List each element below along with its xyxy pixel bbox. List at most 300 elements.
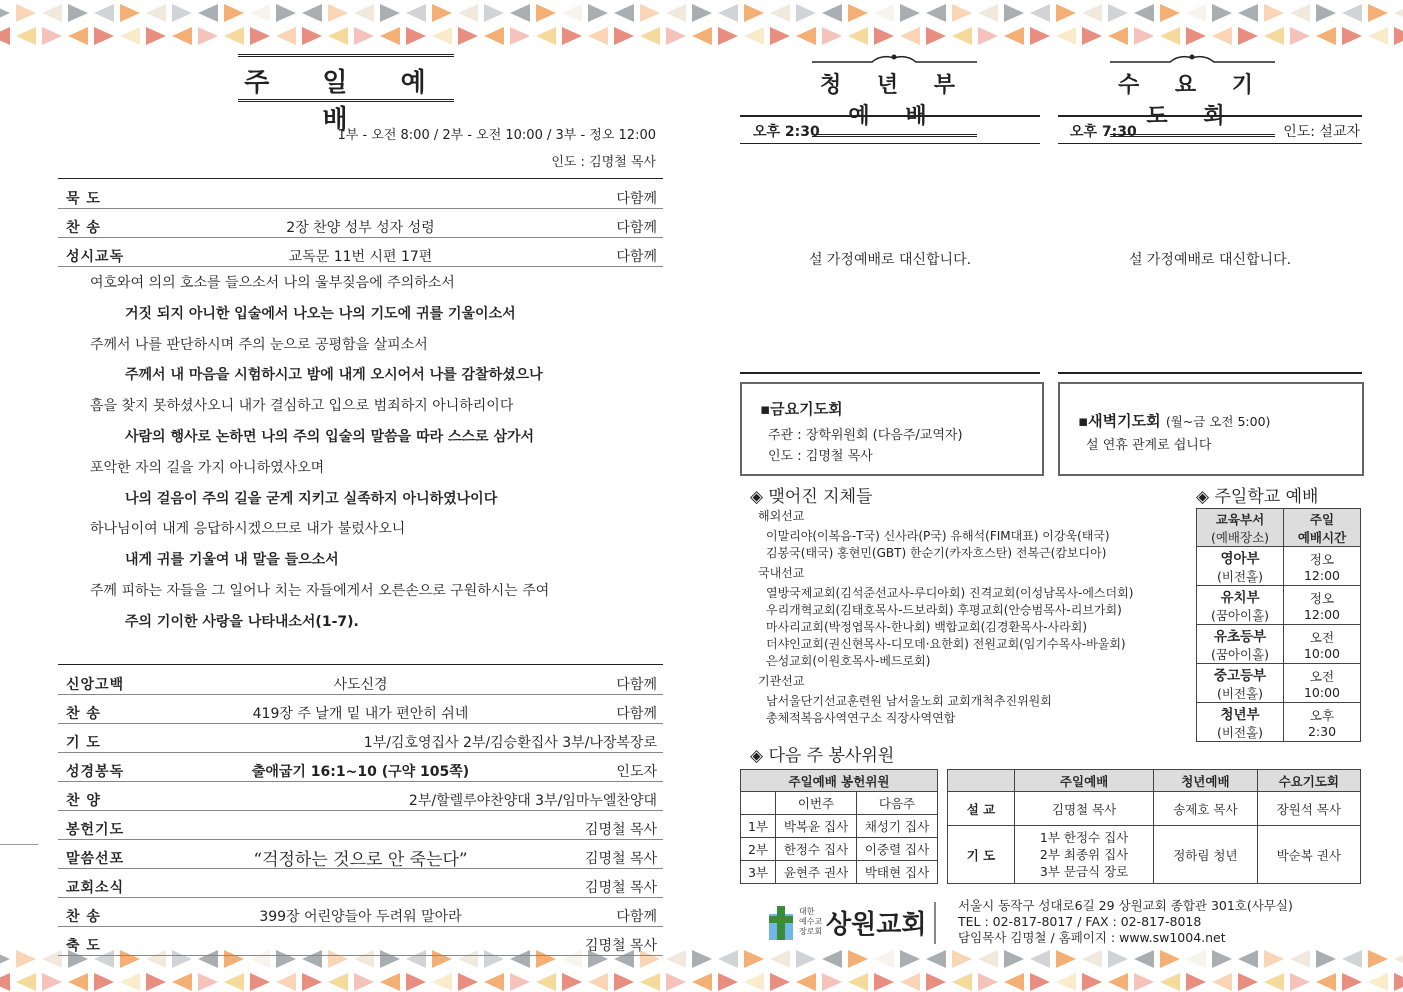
mission-line: 김봉국(태국) 홍현민(GBT) 한순기(카자흐스탄) 전복근(캄보디아): [766, 546, 1107, 560]
school-row: [1197, 664, 1361, 703]
litany-line: 사람의 행사로 논하면 나의 주의 입술의 말씀을 따라 스스로 삼가서: [125, 429, 535, 445]
triangle-ornament: [16, 950, 36, 968]
youth-rule-end: [740, 372, 1040, 374]
triangle-ornament: [458, 973, 478, 991]
triangle-ornament: [822, 973, 842, 991]
offering-col-this: 이번주: [776, 792, 857, 815]
triangle-ornament: [926, 950, 946, 968]
triangle-ornament: [926, 4, 946, 22]
triangle-ornament: [952, 973, 972, 991]
triangle-ornament: [354, 973, 374, 991]
triangle-ornament: [1290, 4, 1310, 22]
order-row: [58, 927, 663, 956]
triangle-ornament: [146, 27, 166, 45]
school-time: 오전 10:00: [1284, 625, 1361, 664]
triangle-ornament: [1316, 4, 1336, 22]
triangle-ornament: [614, 4, 634, 22]
order-label: 말씀선포: [66, 851, 125, 867]
triangle-ornament: [1316, 973, 1336, 991]
order-content: 399장 어린양들아 두려워 말아라: [259, 909, 462, 925]
triangle-ornament: [1238, 950, 1258, 968]
order-row: [58, 753, 663, 782]
triangle-ornament: [42, 973, 62, 991]
wed-rule-end: [1058, 372, 1362, 374]
offering-cell: 2부: [741, 838, 776, 861]
sermon-label: 설 교: [948, 792, 1015, 826]
triangle-ornament: [1290, 27, 1310, 45]
triangle-ornament: [1030, 973, 1050, 991]
offering-cell: 3부: [741, 861, 776, 884]
triangle-ornament: [224, 27, 244, 45]
school-time: 정오 12:00: [1284, 586, 1361, 625]
order-label: 찬 송: [66, 706, 101, 722]
order-performer: 다함께: [616, 220, 657, 236]
triangle-ornament: [276, 27, 296, 45]
triangle-ornament: [458, 27, 478, 45]
school-time: 오전 10:00: [1284, 664, 1361, 703]
preach-col-sun: 주일예배: [1015, 770, 1154, 792]
triangle-ornament: [224, 973, 244, 991]
triangle-ornament: [1160, 27, 1180, 45]
triangle-ornament: [848, 950, 868, 968]
prayer-wed: 박순복 권사: [1257, 826, 1360, 884]
top-pattern-band: [0, 0, 1403, 46]
litany-line: 주의 기이한 사랑을 나타내소서(1-7).: [125, 613, 359, 630]
youth-time: 오후 2:30: [753, 124, 820, 140]
order-content: 사도신경: [333, 677, 388, 693]
order-label: 성시교독: [66, 249, 125, 265]
triangle-ornament: [770, 27, 790, 45]
triangle-ornament: [94, 27, 114, 45]
youth-notice: 설 가정예배로 대신합니다.: [808, 252, 972, 268]
triangle-ornament: [926, 973, 946, 991]
offering-cell: 1부: [741, 815, 776, 838]
triangle-ornament: [1186, 950, 1206, 968]
triangle-ornament: [952, 27, 972, 45]
triangle-ornament: [978, 973, 998, 991]
order-row: [58, 209, 663, 238]
triangle-ornament: [302, 27, 322, 45]
triangle-ornament: [94, 973, 114, 991]
litany-line: 포악한 자의 길을 가지 아니하였사오며: [90, 459, 325, 476]
triangle-ornament: [224, 4, 244, 22]
triangle-ornament: [1238, 4, 1258, 22]
triangle-ornament: [16, 973, 36, 991]
triangle-ornament: [874, 4, 894, 22]
triangle-ornament: [484, 27, 504, 45]
triangle-ornament: [1030, 4, 1050, 22]
mission-line: 우리개혁교회(김태호목사-드보라회) 후평교회(안승범목사-리브가회): [766, 603, 1122, 617]
triangle-ornament: [1134, 4, 1154, 22]
dawn-note: 설 연휴 관계로 쉽니다: [1086, 438, 1212, 453]
triangle-ornament: [16, 4, 36, 22]
title-bottom-rule: [238, 99, 454, 102]
triangle-ornament: [380, 27, 400, 45]
ornament-icon: [812, 52, 977, 64]
triangle-ornament: [770, 950, 790, 968]
school-col-dept: 교육부서 (예배장소): [1197, 509, 1284, 547]
school-table: [1196, 508, 1361, 742]
prayer-youth: 정하림 청년: [1154, 826, 1257, 884]
triangle-ornament: [380, 973, 400, 991]
triangle-ornament: [1004, 27, 1024, 45]
triangle-ornament: [1394, 973, 1403, 991]
triangle-ornament: [588, 973, 608, 991]
triangle-ornament: [588, 4, 608, 22]
mission-group-title: 해외선교: [758, 509, 805, 523]
triangle-ornament: [484, 4, 504, 22]
triangle-ornament: [640, 27, 660, 45]
triangle-ornament: [718, 950, 738, 968]
triangle-ornament: [952, 4, 972, 22]
triangle-ornament: [458, 4, 478, 22]
triangle-ornament: [874, 27, 894, 45]
triangle-ornament: [1108, 950, 1128, 968]
order-label: 찬 송: [66, 909, 101, 925]
triangle-ornament: [354, 27, 374, 45]
triangle-ornament: [536, 4, 556, 22]
mission-line: 이말리야(이복음-T국) 신사라(P국) 유해석(FIM대표) 이강욱(태국): [766, 529, 1110, 543]
triangle-ornament: [432, 27, 452, 45]
order-content: 2장 찬양 성부 성자 성령: [286, 220, 435, 236]
triangle-ornament: [1316, 950, 1336, 968]
triangle-ornament: [1368, 950, 1388, 968]
church-tel: TEL : 02-817-8017 / FAX : 02-817-8018: [958, 914, 1202, 929]
litany-line: 거짓 되지 아니한 입술에서 나오는 나의 기도에 귀를 기울이소서: [125, 305, 516, 322]
church-cross-logo: [766, 904, 796, 942]
missions-head: ◈ 맺어진 지체들: [750, 487, 873, 507]
triangle-ornament: [172, 27, 192, 45]
order-label: 찬 양: [66, 793, 101, 809]
school-head: ◈ 주일학교 예배: [1196, 487, 1319, 507]
order-label: 봉헌기도: [66, 822, 125, 838]
triangle-ornament: [432, 4, 452, 22]
friday-title: 금요기도회: [770, 400, 843, 418]
order-row: [58, 666, 663, 695]
triangle-ornament: [666, 973, 686, 991]
triangle-ornament: [1264, 950, 1284, 968]
triangle-ornament: [1056, 27, 1076, 45]
triangle-ornament: [1056, 4, 1076, 22]
triangle-ornament: [1004, 4, 1024, 22]
triangle-ornament: [276, 973, 296, 991]
triangle-ornament: [172, 4, 192, 22]
triangle-ornament: [250, 27, 270, 45]
offering-col-next: 다음주: [857, 792, 938, 815]
triangle-ornament: [1160, 950, 1180, 968]
triangle-ornament: [822, 950, 842, 968]
triangle-ornament: [848, 973, 868, 991]
triangle-ornament: [1030, 950, 1050, 968]
triangle-ornament: [1186, 973, 1206, 991]
triangle-ornament: [744, 950, 764, 968]
school-time: 오후 2:30: [1284, 703, 1361, 742]
order-row: [58, 180, 663, 209]
order-label: 축 도: [66, 938, 101, 954]
triangle-ornament: [1342, 27, 1362, 45]
triangle-ornament: [1108, 27, 1128, 45]
order-performer: 김명철 목사: [584, 938, 657, 954]
triangle-ornament: [796, 27, 816, 45]
wed-title-text: 수 요 기 도 회: [1117, 73, 1268, 129]
church-address: 서울시 동작구 성대로6길 29 상원교회 종합관 301호(사무실): [958, 898, 1293, 913]
triangle-ornament: [1342, 973, 1362, 991]
triangle-ornament: [380, 4, 400, 22]
servants-head: ◈ 다음 주 봉사위원: [750, 746, 895, 766]
dawn-box: [1058, 382, 1364, 476]
mission-line: 남서울단기선교훈련원 남서울노회 교회개척추진위원회: [766, 694, 1052, 708]
footer-divider: [934, 902, 936, 944]
triangle-ornament: [926, 27, 946, 45]
triangle-ornament: [614, 27, 634, 45]
dawn-time: (월~금 오전 5:00): [1165, 414, 1271, 429]
sermon-wed: 장원석 목사: [1257, 792, 1360, 826]
triangle-ornament: [718, 27, 738, 45]
triangle-ornament: [198, 27, 218, 45]
offering-row: [741, 861, 938, 884]
triangle-ornament: [1264, 27, 1284, 45]
triangle-ornament: [848, 27, 868, 45]
order-performer: 인도자: [616, 764, 657, 780]
order-content: 출애굽기 16:1~10 (구약 105쪽): [251, 764, 470, 780]
triangle-ornament: [172, 973, 192, 991]
triangle-ornament: [302, 973, 322, 991]
order-performer: 다함께: [616, 249, 657, 265]
school-time: 정오 12:00: [1284, 547, 1361, 586]
order-top-rule: [58, 178, 663, 179]
triangle-ornament: [692, 950, 712, 968]
triangle-ornament: [1394, 4, 1403, 22]
offering-cell: 박태현 집사: [857, 861, 938, 884]
ornament-icon: [1110, 52, 1275, 64]
order-performer: 다함께: [616, 909, 657, 925]
offering-table: [740, 769, 938, 884]
offering-row: [741, 815, 938, 838]
triangle-ornament: [900, 950, 920, 968]
sermon-youth: 송제호 목사: [1154, 792, 1257, 826]
church-pastor: 담임목사 김명철 / 홈페이지 : www.sw1004.net: [958, 930, 1226, 945]
order-row: [58, 724, 663, 753]
friday-leader: 인도 : 김명철 목사: [768, 449, 873, 464]
order-label: 기 도: [66, 735, 101, 751]
triangle-ornament: [406, 4, 426, 22]
triangle-ornament: [1394, 950, 1403, 968]
triangle-ornament: [978, 950, 998, 968]
offering-cell: 채성기 집사: [857, 815, 938, 838]
school-dept: 영아부 (비전홀): [1197, 547, 1284, 586]
triangle-ornament: [744, 27, 764, 45]
order-performer: 2부/할렐루야찬양대 3부/임마누엘찬양대: [408, 793, 657, 809]
triangle-ornament: [16, 27, 36, 45]
triangle-ornament: [250, 4, 270, 22]
triangle-ornament: [692, 27, 712, 45]
order-performer: 다함께: [616, 191, 657, 207]
litany-line: 주께 피하는 자들을 그 일어나 치는 자들에게서 오른손으로 구원하시는 주여: [90, 583, 550, 599]
triangle-ornament: [796, 950, 816, 968]
school-dept: 중고등부 (비전홀): [1197, 664, 1284, 703]
triangle-ornament: [510, 27, 530, 45]
triangle-ornament: [796, 4, 816, 22]
order-label: 신앙고백: [66, 677, 125, 693]
mission-line: 열방국제교회(김석준선교사-루디아회) 진격교회(이성남목사-에스더회): [766, 586, 1134, 600]
triangle-ornament: [406, 27, 426, 45]
triangle-ornament: [1368, 973, 1388, 991]
triangle-ornament: [1030, 27, 1050, 45]
wed-time: 오후 7:30: [1070, 124, 1137, 140]
mission-line: 더샤인교회(권신현목사-디모데·요한회) 전원교회(임기수목사-바울회): [766, 637, 1126, 651]
school-row: [1197, 625, 1361, 664]
triangle-ornament: [1238, 27, 1258, 45]
triangle-ornament: [120, 973, 140, 991]
triangle-ornament: [1056, 973, 1076, 991]
friday-box: [740, 382, 1044, 476]
order-row: [58, 811, 663, 840]
triangle-ornament: [770, 4, 790, 22]
triangle-ornament: [484, 973, 504, 991]
square-bullet-icon: ▪: [1078, 412, 1089, 430]
litany-line: 주께서 내 마음을 시험하시고 밤에 내게 오시어서 나를 감찰하셨으나: [125, 367, 543, 384]
litany-line: 여호와여 의의 호소를 들으소서 나의 울부짖음에 주의하소서: [90, 275, 455, 291]
mission-line: 은성교회(이원호목사-베드로회): [766, 654, 931, 668]
triangle-ornament: [432, 973, 452, 991]
youth-title: [812, 52, 977, 137]
square-bullet-icon: ▪: [760, 400, 771, 418]
youth-rule-bottom: [740, 143, 1040, 144]
triangle-ornament: [666, 950, 686, 968]
triangle-ornament: [640, 4, 660, 22]
school-row: [1197, 547, 1361, 586]
offering-cell: 박복윤 집사: [776, 815, 857, 838]
order-row: [58, 869, 663, 898]
triangle-ornament: [1082, 4, 1102, 22]
triangle-ornament: [1368, 27, 1388, 45]
triangle-ornament: [146, 973, 166, 991]
friday-host: 주관 : 장학위원회 (다음주/교역자): [768, 428, 963, 443]
order-row: [58, 238, 663, 267]
order-performer: 다함께: [616, 677, 657, 693]
triangle-ornament: [406, 973, 426, 991]
school-dept: 유치부 (꿈아이홀): [1197, 586, 1284, 625]
school-dept: 유초등부 (꿈아이홀): [1197, 625, 1284, 664]
litany-line: 내게 귀를 기울여 내 말을 들으소서: [125, 552, 339, 569]
preach-col-youth: 청년예배: [1154, 770, 1257, 792]
triangle-ornament: [328, 4, 348, 22]
offering-title: 주일예배 봉헌위원: [741, 770, 938, 792]
triangle-ornament: [744, 4, 764, 22]
service-leader: 인도 : 김명철 목사: [551, 155, 656, 170]
triangle-ornament: [1212, 950, 1232, 968]
triangle-ornament: [1134, 950, 1154, 968]
triangle-ornament: [588, 27, 608, 45]
preach-table: [947, 769, 1361, 884]
triangle-ornament: [1160, 4, 1180, 22]
denomination-mark: 대한 예수교 장로회: [799, 907, 823, 936]
triangle-ornament: [978, 4, 998, 22]
triangle-ornament: [0, 27, 10, 45]
offering-cell: 이중렬 집사: [857, 838, 938, 861]
triangle-ornament: [1238, 973, 1258, 991]
sunday-title-text: 주 일 예 배: [244, 68, 448, 135]
order-content: “걱정하는 것으로 안 죽는다”: [253, 850, 468, 870]
triangle-ornament: [1264, 973, 1284, 991]
order-row: [58, 695, 663, 724]
triangle-ornament: [68, 973, 88, 991]
wed-rule-top: [1058, 115, 1362, 117]
triangle-ornament: [198, 4, 218, 22]
order-label: 찬 송: [66, 220, 101, 236]
triangle-ornament: [354, 4, 374, 22]
triangle-ornament: [328, 27, 348, 45]
order-row: [58, 782, 663, 811]
triangle-ornament: [250, 973, 270, 991]
litany-line: 나의 걸음이 주의 길을 굳게 지키고 실족하지 아니하였나이다: [125, 490, 498, 507]
triangle-ornament: [1290, 973, 1310, 991]
order-row: [58, 898, 663, 927]
mission-line: 총체적복음사역연구소 직장사역연합: [766, 711, 956, 725]
triangle-ornament: [276, 4, 296, 22]
triangle-ornament: [1082, 27, 1102, 45]
prayer-label: 기 도: [948, 826, 1015, 884]
sermon-sun: 김명철 목사: [1015, 792, 1154, 826]
preach-col-wed: 수요기도회: [1257, 770, 1360, 792]
triangle-ornament: [1212, 27, 1232, 45]
triangle-ornament: [1082, 950, 1102, 968]
church-name: 상원교회: [826, 910, 927, 940]
triangle-ornament: [900, 27, 920, 45]
service-times: 1부 - 오전 8:00 / 2부 - 오전 10:00 / 3부 - 정오 12:00: [337, 128, 656, 143]
triangle-ornament: [1264, 4, 1284, 22]
triangle-ornament: [692, 4, 712, 22]
triangle-ornament: [42, 4, 62, 22]
triangle-ornament: [562, 973, 582, 991]
order-row: [58, 840, 663, 869]
triangle-ornament: [1160, 973, 1180, 991]
triangle-ornament: [510, 4, 530, 22]
school-dept: 청년부 (비전홀): [1197, 703, 1284, 742]
triangle-ornament: [1134, 973, 1154, 991]
school-col-time: 주일 예배시간: [1284, 509, 1361, 547]
litany-line: 주께서 나를 판단하시며 주의 눈으로 공평함을 살피소서: [90, 336, 428, 353]
order-label: 성경봉독: [66, 764, 125, 780]
triangle-ornament: [1342, 4, 1362, 22]
triangle-ornament: [328, 973, 348, 991]
triangle-ornament: [94, 4, 114, 22]
triangle-ornament: [0, 973, 10, 991]
triangle-ornament: [614, 973, 634, 991]
triangle-ornament: [120, 27, 140, 45]
wed-notice: 설 가정예배로 대신합니다.: [1128, 252, 1292, 268]
mission-group-title: 기관선교: [758, 674, 805, 688]
triangle-ornament: [1290, 950, 1310, 968]
triangle-ornament: [562, 27, 582, 45]
order-performer: 다함께: [616, 706, 657, 722]
fold-mark: [0, 844, 38, 845]
mission-line: 마사리교회(박정엽목사-한나회) 백합교회(김경환목사-사라회): [766, 620, 1088, 634]
order-performer: 1부/김호영집사 2부/김승환집사 3부/나장복장로: [363, 735, 657, 751]
title-top-rule: [238, 54, 454, 57]
triangle-ornament: [1342, 950, 1362, 968]
triangle-ornament: [640, 973, 660, 991]
order-content: 419장 주 날개 밑 내가 편안히 쉬네: [252, 706, 469, 722]
triangle-ornament: [1082, 973, 1102, 991]
triangle-ornament: [0, 950, 10, 968]
offering-row: [741, 838, 938, 861]
triangle-ornament: [744, 973, 764, 991]
triangle-ornament: [198, 973, 218, 991]
triangle-ornament: [302, 4, 322, 22]
triangle-ornament: [718, 973, 738, 991]
triangle-ornament: [874, 950, 894, 968]
